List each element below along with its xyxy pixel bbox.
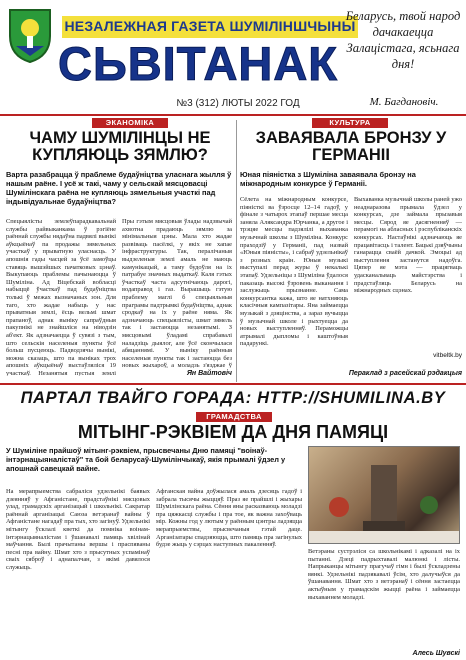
article-body-requiem-col1: На мерапрыемства сабраліся удзельнікі баявых дзеянняў у Афганістане, прадстаўнікі мясцовых улад, грамадскіх арганізацый і школьнікі. Сакратар раённай арганізацыі Саюза ветэранаў вайны ў Афганістане нагадаў пра тых, хто загінуў. Удзельнікі мітынгу ўсклалі кветкі да помніка воінам-інтэрнацыяналістам і ўшанавалі памяць хвілінай маўчання. Былі прачытаны вершы і праспяваны песні пра вайну. Шмат хто з прысутных успамінаў сваіх сяброў і аднапалчан, з якімі давялося служыць. — [6, 488, 150, 571]
article-body-bronze-col2: Выхаванка музычнай школы раней ужо неаднаразова прымала ўдзел у конкурсах, дзе займала прызавыя месцы. Сярод яе дасягненняў — перамогі на абласных і рэспубліканскіх конкурсах. Настаўнікі адзначаюць яе працавітасць і талент. Бацькі дзяўчыны ганарацца сваёй дачкой. Эмоцыі ад выступлення застанутся надоўга. Цяпер яе мэта — працягваць удасканальваць майстэрства і прадстаўляць Беларусь на міжнародных сцэнах. — [354, 196, 462, 295]
headline-land: ЧАМУ ШУМІЛІНЦЫ НЕ КУПЛЯЮЦЬ ЗЯМЛЮ? — [29, 129, 211, 165]
article-body-land-col2: Пры гэтым мясцовыя ўлады надзвычай ахвотна прадаюць зямлю за мінімальныя цэны. Мала хто жадае развіваць пасёлкі, у якіх не хапае інфраструктуры. Так, пералічаныя выдзеленыя землі амаль не маюць камунікацый, а таму будоўля на іх патрабуе значных выдаткаў. Каля гэтых ўчасткаў часта адсутнічаюць дарогі, водаправод і газ. Вырашыць гэтую праблему маглі б спецыяльныя праграмы падтрымкі будаўніцтва, аднак сродкаў на іх у раёне няма. Як адзначаюць спецыялісты, шмат зямель так і застаюцца незанятымі. З мясцовымі ўладамі спрабавалі наладзіць дыялог, але ўсё скончылася абяцаннямі. У выніку раённыя населеныя пункты так і застаюцца без новых жыхароў, а моладзь з'язджае ў — [122, 218, 232, 368]
tagline: НЕЗАЛЕЖНАЯ ГАЗЕТА ШУМІЛІНШЧЫНЫ — [64, 18, 356, 34]
newspaper-title: СЬВІТАНАК — [58, 37, 338, 90]
article-body-land-col1: Спецыялісты землеўпарадкавальнай службы райвыканкама ў рэгіёне раённай службы нядаўна падвялі вынікі аўкцыёнаў па продажы зямельных участкаў у прыватную уласнасць. У апошнія гады часцей за ўсё замоўцы ставяць вышэйшых пачатковых цэнаў. Выкупаюць праблемы пачынаюцца ў Шуміліна. Ад Віцебскай вобласці набыццё ўчасткаў пад будаўніцтва толькі ў межах вызначаных зон. Для таго, хто жадае набыць у нас прыватныя землі, ёсць вельмі шмат прапаноў, аднак выніку сапраўдныя пакупнікі не знайшліся на ніводзін аб'ект. Як адзначаецца ў сувязі з тым, што сельскія населеныя пункты ўсё больш пусцеюць. Падводзячы вынікі, можна сказаць, што па выніках трох апошніх аўкцыёнаў выстаўляліся 19 участкаў. Незанятыя пустыя землі — [6, 218, 116, 376]
signature-land: Ян Вайтовіч — [186, 370, 232, 377]
masthead — [0, 0, 466, 126]
masthead-divider — [0, 114, 466, 116]
motto-quote: Беларусь, твой народ дачакаецца Залацістага, ясьнага дня! — [345, 9, 461, 71]
signature-bronze: Пераклад з расейскай рэдакцыя — [348, 370, 462, 377]
column-divider — [236, 120, 237, 382]
promo-divider-top — [0, 383, 466, 385]
tagline-bar — [62, 16, 358, 38]
signature-requiem: Алесь Шувскі — [412, 650, 460, 657]
section-label-economy: ЭКАНОМІКА — [92, 118, 168, 128]
source-link[interactable]: vitbeltk.by — [433, 352, 462, 359]
section-label-society: ГРАМАДСТВА — [196, 412, 272, 422]
lede-bronze: Юная піяністка з Шуміліна заваявала бронзу на міжнародным конкурсе ў Германіі. — [240, 170, 416, 188]
article-body-bronze-col1: Сёлета на міжнародным конкурсе, піяністкі ва ўзросце 12–14 гадоў, у фінале з чатырох этапаў першае месца заняла Аляксандра Юрчанка, а другое і трэцяе месцы падзялілі выхаванка музычнай школы з Шуміліна. Конкурс праходзіў у Германіі, пад назвай «Юныя піяністы», і сабраў удзельнікаў з розных краін. Юныя музыкі выступалі перад журы ў некалькі этапаў. Удзельніцы з Шуміліна ўдалося паказаць высокі ўзровень выканання і заслужыць прызнанне. Сама конкурсантка кажа, што яе натхняюць класічныя кампазітары. Яна займаецца музыкай з дзяцінства, а зараз вучыцца ў музычнай школе і рыхтуецца да новых выступленняў. Пераможцы атрымалі дыпломы і каштоўныя падарункі. — [240, 196, 348, 348]
article-body-requiem-col2: Афганская вайна доўжылася амаль дзесяць гадоў і забрала тысячы жыццяў. Праз яе прайшлі і жыхары Шумілінскага раёна. Сёння яны расказваюць моладзі пра цяжкасці службы і пра тое, як важна захоўваць мір. Кожны год у лютым у раённым цэнтры ладзяцца мерапрыемствы, прысвечаныя гэтай даце. Арганізатары спадзяюцца, што памяць пра загінулых будзе жыць у сэрцах наступных пакаленняў. — [156, 488, 302, 549]
article-body-requiem-col3: Ветэраны сустрэліся са школьнікамі і адказалі на іх пытанні. Дзеці падрыхтавалі малюнкі і лісты. Напрыканцы мітынгу прагучаў гімн і былі ўскладзены вянкі. Удзельнікі падзякавалі ўсім, хто далучыўся да ўшанавання. Шмат хто з ветэранаў і сёння застаецца актыўным у грамадскім жыцці раёна і займаецца выхаваннем моладзі. — [308, 548, 460, 601]
portal-promo[interactable] — [0, 386, 466, 412]
memorial-photo — [308, 446, 460, 544]
portal-promo-text[interactable]: ПАРТАЛ ТВАЙГО ГОРАДА: HTTP://SHUMILINA.BY — [20, 389, 446, 407]
section-label-culture: КУЛЬТУРА — [312, 118, 388, 128]
headline-requiem: МІТЫНГ-РЭКВІЕМ ДА ДНЯ ПАМЯЦІ — [77, 422, 389, 442]
issue-number: №3 (312) ЛЮТЫ 2022 ГОД — [176, 98, 300, 109]
headline-bronze: ЗАВАЯВАЛА БРОНЗУ У ГЕРМАНІІ — [255, 129, 447, 165]
lede-requiem: У Шуміліне прайшоў мітынг-рэквіем, прысвечаны Дню памяці "воінаў-інтэрнацыяналістаў" та бой беларусаў-Шумілінчыкаў, якія прымалі ўдзел у апошнай савецкай вайне. — [6, 446, 286, 473]
lede-land: Варта разабрацца ў праблеме будаўніцтва уласнага жылля ў нашым раёне. І усё ж такі, чаму у сельскай мясцовасці Шумілінскага раёна не купляюць зямельныя участкі пад індывідуальнае будаўніцтва? — [6, 170, 232, 206]
motto-author: М. Багдановіч. — [369, 96, 439, 108]
